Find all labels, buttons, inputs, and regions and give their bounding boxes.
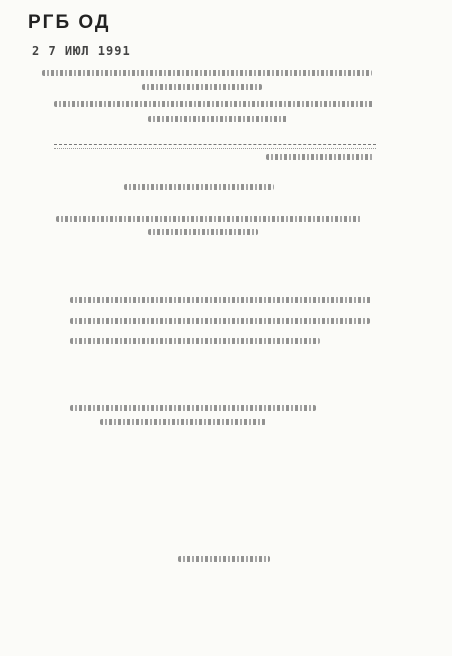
university-line-1: [54, 101, 374, 107]
specialty-line-3: [70, 338, 320, 344]
ministry-line-1: [42, 70, 372, 76]
dissertation-title-line-1: [56, 216, 362, 222]
degree-line-1: [70, 405, 316, 411]
author-name: [124, 184, 274, 190]
ministry-line-2: [142, 84, 262, 90]
university-line-2: [148, 116, 288, 122]
degree-line-2: [100, 419, 266, 425]
manuscript-rights-note: [266, 154, 374, 160]
stamp-date: 2 7 ИЮЛ 1991: [32, 44, 131, 58]
specialty-line-1: [70, 297, 372, 303]
city-year: [178, 556, 270, 562]
header-divider-dotted: [54, 148, 376, 149]
library-stamp: РГБ ОД: [28, 12, 111, 33]
dissertation-title-line-2: [148, 229, 258, 235]
specialty-line-2: [70, 318, 370, 324]
header-divider: [54, 144, 376, 145]
